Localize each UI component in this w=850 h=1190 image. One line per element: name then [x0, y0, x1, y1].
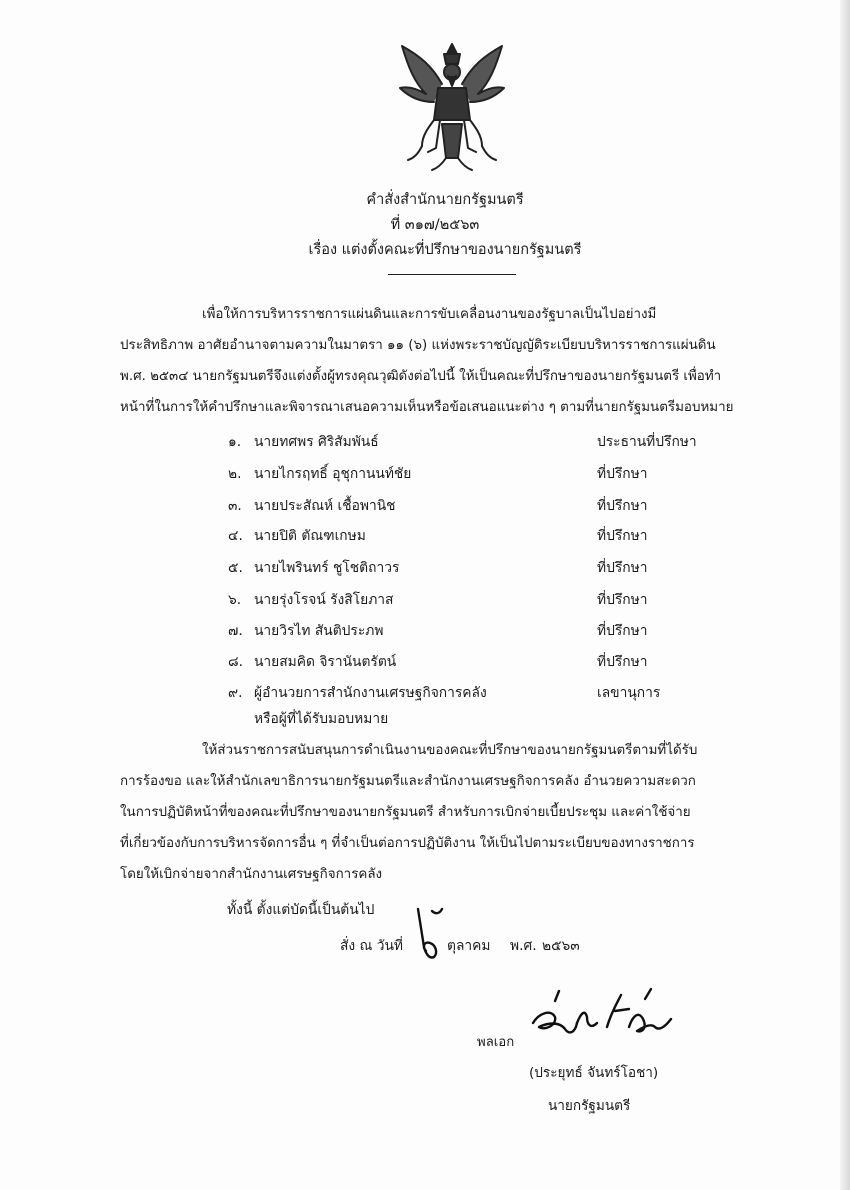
member-role: ที่ปรึกษา — [597, 560, 648, 576]
member-row — [0, 492, 850, 520]
member-row — [0, 705, 850, 733]
paragraph-line: ในการปฏิบัติหน้าที่ของคณะที่ปรึกษาของนายกรัฐมนตรี สำหรับการเบิกจ่ายเบี้ยประชุม และค่าใช้จ่าย — [120, 805, 691, 820]
member-number: ๒. — [228, 466, 242, 482]
signature — [525, 983, 685, 1045]
member-name: ผู้อำนวยการสำนักงานเศรษฐกิจการคลัง — [254, 685, 487, 701]
member-number: ๖. — [228, 592, 242, 608]
member-role: ที่ปรึกษา — [597, 623, 648, 639]
paragraph-line: ประสิทธิภาพ อาศัยอำนาจตามความในมาตรา ๑๑ (๖) แห่งพระราชบัญญัติระเบียบบริหารราชการแผ่นดิน — [120, 338, 716, 353]
paragraph-line: ที่เกี่ยวข้องกับการบริหารจัดการอื่น ๆ ที่จำเป็นต่อการปฏิบัติงาน ให้เป็นไปตามระเบียบของทางราชการ — [120, 836, 695, 851]
paragraph-line: การร้องขอ และให้สำนักเลขาธิการนายกรัฐมนตรีและสำนักงานเศรษฐกิจการคลัง อำนวยความสะดวก — [120, 774, 696, 789]
member-row — [0, 554, 850, 582]
member-role: ประธานที่ปรึกษา — [597, 434, 697, 450]
order-number: ที่ ๓๑๗/๒๕๖๓ — [390, 217, 480, 233]
member-number: ๕. — [228, 560, 243, 576]
member-row — [0, 522, 850, 550]
member-row — [0, 617, 850, 645]
paragraph-line: ให้ส่วนราชการสนับสนุนการดำเนินงานของคณะที่ปรึกษาของนายกรัฐมนตรีตามที่ได้รับ — [202, 743, 698, 758]
member-role: เลขานุการ — [597, 685, 661, 701]
handwritten-day — [412, 905, 446, 965]
order-subject: เรื่อง แต่งตั้งคณะที่ปรึกษาของนายกรัฐมนตรี — [308, 242, 582, 258]
member-name: นายไพรินทร์ ชูโชติถาวร — [254, 560, 400, 576]
date-month: ตุลาคม — [447, 938, 491, 954]
member-role: ที่ปรึกษา — [597, 528, 648, 544]
paragraph-line: พ.ศ. ๒๕๓๔ นายกรัฐมนตรีจึงแต่งตั้งผู้ทรงคุณวุฒิดังต่อไปนี้ ให้เป็นคณะที่ปรึกษาของนายกรัฐมนตรี เพื่อทำ — [120, 369, 722, 384]
member-name: นายประสัณห์ เชื้อพานิช — [254, 498, 396, 514]
garuda-emblem-icon — [392, 36, 512, 176]
member-number: ๔. — [228, 528, 243, 544]
member-number: ๑. — [228, 434, 242, 450]
member-row — [0, 460, 850, 488]
member-name: นายปิติ ตัณฑเกษม — [254, 528, 366, 544]
member-role: ที่ปรึกษา — [597, 466, 648, 482]
member-number: ๘. — [228, 654, 244, 670]
signatory-rank: พลเอก — [477, 1035, 515, 1050]
member-name: นายรุ่งโรจน์ รังสิโยภาส — [254, 592, 394, 608]
member-row — [0, 679, 850, 707]
support-paragraph — [120, 735, 784, 890]
signatory-position: นายกรัฐมนตรี — [548, 1098, 631, 1114]
member-name: หรือผู้ที่ได้รับมอบหมาย — [254, 711, 389, 727]
paragraph-line: โดยให้เบิกจ่ายจากสำนักงานเศรษฐกิจการคลัง — [120, 867, 383, 882]
paragraph-line: หน้าที่ในการให้คำปรึกษาและพิจารณาเสนอความเห็นหรือข้อเสนอแนะต่าง ๆ ตามที่นายกรัฐมนตรีมอบหมาย — [120, 400, 734, 415]
member-name: นายสมคิด จิรานันตรัตน์ — [254, 654, 397, 670]
member-number: ๗. — [228, 623, 243, 639]
date-era: พ.ศ. — [510, 938, 537, 954]
member-number: ๙. — [228, 685, 243, 701]
closing-statement: ทั้งนี้ ตั้งแต่บัดนี้เป็นต้นไป — [227, 902, 375, 918]
member-role: ที่ปรึกษา — [597, 654, 648, 670]
member-name: นายทศพร ศิริสัมพันธ์ — [254, 434, 379, 450]
intro-paragraph — [120, 299, 784, 423]
member-row — [0, 648, 850, 676]
date-year: ๒๕๖๓ — [542, 938, 580, 954]
paragraph-line: เพื่อให้การบริหารราชการแผ่นดินและการขับเคลื่อนงานของรัฐบาลเป็นไปอย่างมี — [202, 307, 657, 322]
member-number: ๓. — [228, 498, 242, 514]
member-row — [0, 586, 850, 614]
member-name: นายวิรไท สันติประภพ — [254, 623, 384, 639]
member-role: ที่ปรึกษา — [597, 498, 648, 514]
header-divider — [388, 274, 516, 275]
member-role: ที่ปรึกษา — [597, 592, 648, 608]
member-row — [0, 428, 850, 456]
signatory-name: (ประยุทธ์ จันทร์โอชา) — [529, 1065, 659, 1081]
member-name: นายไกรฤทธิ์ อุชุกานนท์ชัย — [254, 466, 412, 482]
date-prefix: สั่ง ณ วันที่ — [340, 938, 404, 954]
order-title: คำสั่งสำนักนายกรัฐมนตรี — [366, 192, 524, 208]
